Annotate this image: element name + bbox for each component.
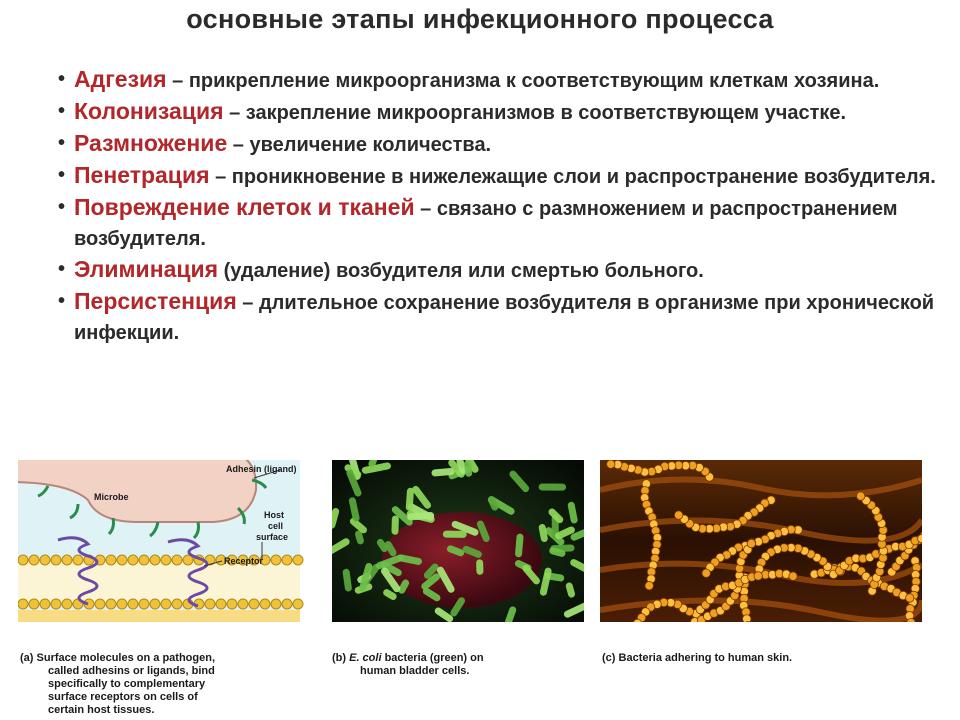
stage-description: – проникновение в нижележащие слои и распространение возбудителя. [209, 166, 936, 188]
stage-item [58, 286, 938, 348]
stage-item [58, 160, 938, 192]
lipid-head [271, 555, 281, 565]
lipid-head [139, 555, 149, 565]
coccus [674, 511, 682, 519]
lipid-head [293, 599, 303, 609]
stage-item [58, 64, 938, 96]
coccus [743, 615, 751, 622]
bullet-dot: • [58, 100, 66, 122]
caption-a-line-4: surface receptors on cells of [48, 691, 198, 703]
lipid-head [161, 599, 171, 609]
lipid-head [106, 599, 116, 609]
lipid-head [73, 555, 83, 565]
stage-description: – увеличение количества. [227, 134, 492, 156]
host-label-line-3: surface [256, 532, 289, 542]
stage-description: – закрепление микроорганизмов в соответствующем участке. [223, 102, 847, 124]
bullet-dot: • [58, 258, 66, 280]
adhesion-diagram-svg [18, 460, 308, 622]
coccus [789, 572, 797, 580]
lipid-head [172, 555, 182, 565]
bullet-dot: • [58, 290, 66, 312]
cytoplasm [18, 610, 300, 622]
stage-term: Пенетрация [74, 162, 210, 188]
lipid-head [172, 599, 182, 609]
stage-term: Адгезия [74, 66, 167, 92]
stage-term: Повреждение клеток и тканей [74, 194, 415, 220]
stage-item [58, 192, 938, 254]
lipid-head [128, 599, 138, 609]
adhesin-label: Adhesin (ligand) [226, 464, 297, 474]
lipid-head [29, 555, 39, 565]
lipid-head [150, 599, 160, 609]
lipid-head [282, 599, 292, 609]
lipid-head [106, 555, 116, 565]
slide-title: основные этапы инфекционного процесса [186, 4, 774, 34]
caption-c-text: Bacteria adhering to human skin. [618, 652, 793, 664]
caption-a-line-1: Surface molecules on a pathogen, [36, 652, 216, 664]
lipid-head [51, 599, 61, 609]
caption-a [20, 652, 320, 717]
caption-b-line-2: human bladder cells. [360, 665, 470, 677]
bullet-dot: • [58, 196, 66, 218]
stage-term: Колонизация [74, 98, 224, 124]
bullet-dot: • [58, 68, 66, 90]
caption-b-label: (b) [332, 652, 347, 664]
coccus [906, 594, 914, 602]
stage-term: Размножение [74, 130, 228, 156]
coccus [857, 492, 865, 500]
lipid-head [128, 555, 138, 565]
stage-item [58, 128, 938, 160]
ecoli-rod [443, 531, 467, 538]
coccus [754, 572, 762, 580]
stage-description: – длительное сохранение возбудителя в организме при хронической инфекции. [74, 292, 935, 344]
stage-item [58, 96, 938, 128]
caption-c-label: (c) [602, 652, 616, 664]
caption-a-line-3: specifically to complementary [48, 678, 206, 690]
lipid-head [161, 555, 171, 565]
lipid-head [117, 555, 127, 565]
skin-micrograph [600, 460, 922, 622]
stage-description: (удаление) возбудителя или смертью больного. [218, 260, 704, 282]
lipid-head [40, 599, 50, 609]
coccus [645, 581, 653, 589]
stage-term: Персистенция [74, 288, 237, 314]
lipid-head [40, 555, 50, 565]
coccus [607, 460, 615, 468]
ecoli-rod [391, 515, 399, 534]
caption-b-line-1: bacteria (green) on [381, 652, 484, 664]
lipid-head [227, 599, 237, 609]
caption-a-line-5: certain host tissues. [48, 704, 155, 716]
lipid-head [293, 555, 303, 565]
ecoli-micrograph [332, 460, 584, 622]
bullet-dot: • [58, 164, 66, 186]
lipid-head [18, 599, 28, 609]
lipid-head [249, 599, 259, 609]
caption-a-label: (a) [20, 652, 34, 664]
lipid-head [205, 599, 215, 609]
ecoli-micrograph-svg [332, 460, 584, 622]
stage-description: – связано с размножением и распространением возбудителя. [74, 198, 898, 250]
host-label-line-2: cell [268, 521, 284, 531]
caption-a-line-2: called adhesins or ligands, bind [48, 665, 215, 677]
stage-description: – прикрепление микроорганизма к соответствующим клеткам хозяина. [166, 70, 880, 92]
lipid-head [139, 599, 149, 609]
ecoli-rod [539, 483, 567, 490]
lipid-head [282, 555, 292, 565]
stage-item [58, 254, 938, 286]
lipid-head [62, 555, 72, 565]
host-label-line-1: Host [264, 510, 284, 520]
lipid-head [150, 555, 160, 565]
receptor-label: Receptor [224, 556, 264, 566]
caption-c [602, 652, 932, 665]
caption-b [332, 652, 592, 678]
lipid-head [271, 599, 281, 609]
lipid-head [62, 599, 72, 609]
lipid-head [18, 555, 28, 565]
lipid-head [260, 599, 270, 609]
caption-b-species: E. coli [349, 652, 382, 664]
lipid-head [117, 599, 127, 609]
ecoli-rod [476, 559, 483, 575]
lipid-head [238, 599, 248, 609]
coccus [747, 539, 755, 547]
microbe-label: Microbe [94, 492, 129, 502]
lipid-head [95, 599, 105, 609]
coccus [702, 569, 710, 577]
bullet-dot: • [58, 132, 66, 154]
stages-list [58, 64, 938, 348]
stage-term: Элиминация [74, 256, 219, 282]
lipid-head [216, 599, 226, 609]
lipid-head [51, 555, 61, 565]
lipid-head [29, 599, 39, 609]
skin-micrograph-svg [600, 460, 922, 622]
adhesion-diagram [18, 460, 308, 622]
host-membrane [18, 560, 300, 604]
